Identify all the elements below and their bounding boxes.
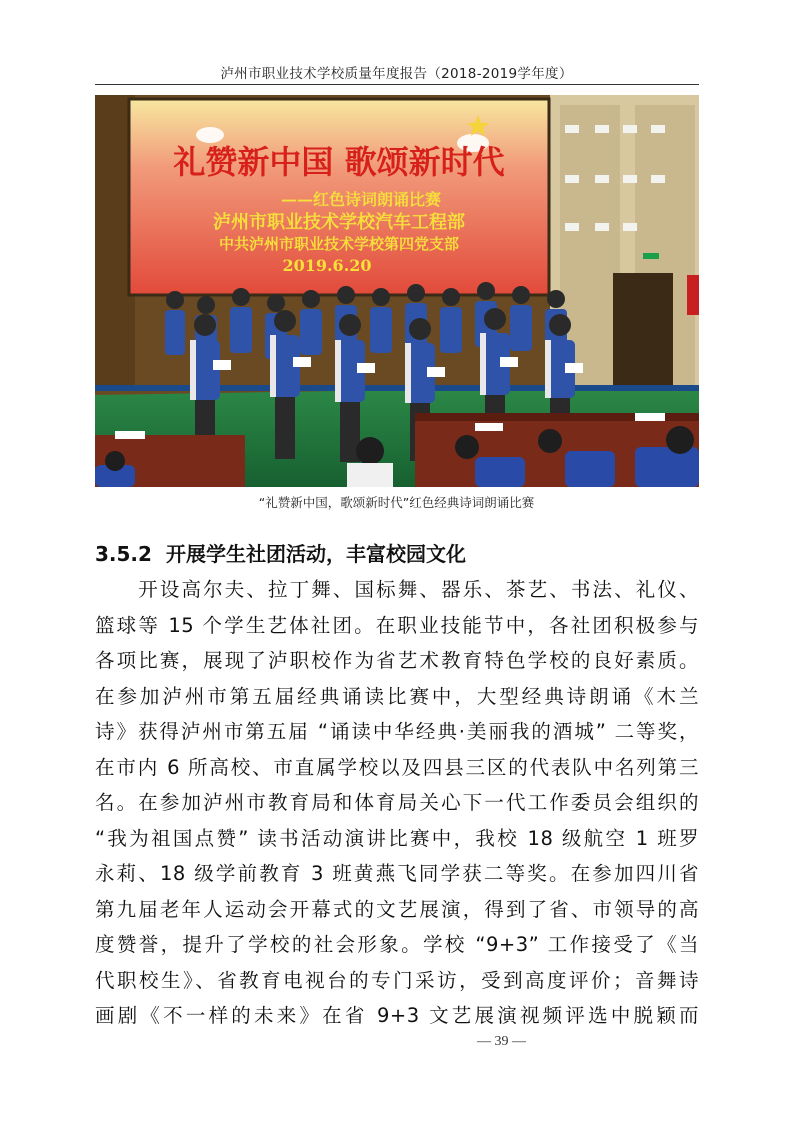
photo-caption: “礼赞新中国，歌颂新时代”红色经典诗词朗诵比赛 (258, 495, 535, 510)
body-line: 第九届老年人运动会开幕式的文艺展演，得到了省、市领导的高 (95, 897, 699, 921)
body-line: 各项比赛，展现了泸职校作为省艺术教育特色学校的良好素质。 (95, 649, 699, 672)
section-title: 开展学生社团活动，丰富校园文化 (165, 542, 466, 566)
page-number: — 39 — (477, 1034, 526, 1049)
report-header-title: 泸州市职业技术学校质量年度报告（2018-2019学年度） (220, 66, 573, 82)
event-photo-illustration (95, 95, 699, 487)
section-number: 3.5.2 (95, 542, 152, 566)
body-line: 名。在参加泸州市教育局和体育局关心下一代工作委员会组织的 (95, 791, 699, 814)
body-line: 诗》获得泸州市第五届 “诵读中华经典·美丽我的酒城” 二等奖， (95, 720, 699, 743)
body-line: 篮球等 15 个学生艺体社团。在职业技能节中，各社团积极参与 (95, 613, 699, 637)
body-line: “我为祖国点赞” 读书活动演讲比赛中，我校 18 级航空 1 班罗 (95, 826, 699, 850)
event-photo (95, 95, 699, 487)
section-heading (95, 538, 466, 567)
body-line: 度赞誉，提升了学校的社会形象。学校 “9+3” 工作接受了《当 (95, 933, 699, 956)
banner-main-text: 礼赞新中国 歌颂新时代 (173, 143, 505, 181)
body-line: 画剧《不一样的未来》在省 9+3 文艺展演视频评选中脱颖而 (95, 1004, 699, 1027)
header-divider (95, 84, 699, 85)
banner-party-branch-text: 中共泸州市职业技术学校第四党支部 (218, 235, 460, 253)
banner-subtitle-text: ——红色诗词朗诵比赛 (280, 190, 442, 209)
body-line: 开设高尔夫、拉丁舞、国标舞、器乐、茶艺、书法、礼仪、 (95, 578, 699, 601)
banner-date-text: 2019.6.20 (282, 256, 372, 275)
body-line: 在市内 6 所高校、市直属学校以及四县三区的代表队中名列第三 (95, 755, 699, 779)
body-paragraph (95, 572, 699, 1034)
body-line: 在参加泸州市第五届经典诵读比赛中，大型经典诗朗诵《木兰 (95, 684, 699, 708)
banner-school-text: 泸州市职业技术学校汽车工程部 (213, 212, 465, 233)
body-line: 永莉、18 级学前教育 3 班黄燕飞同学获二等奖。在参加四川省 (95, 862, 699, 885)
body-line: 代职校生》、省教育电视台的专门采访，受到高度评价；音舞诗 (95, 968, 699, 992)
